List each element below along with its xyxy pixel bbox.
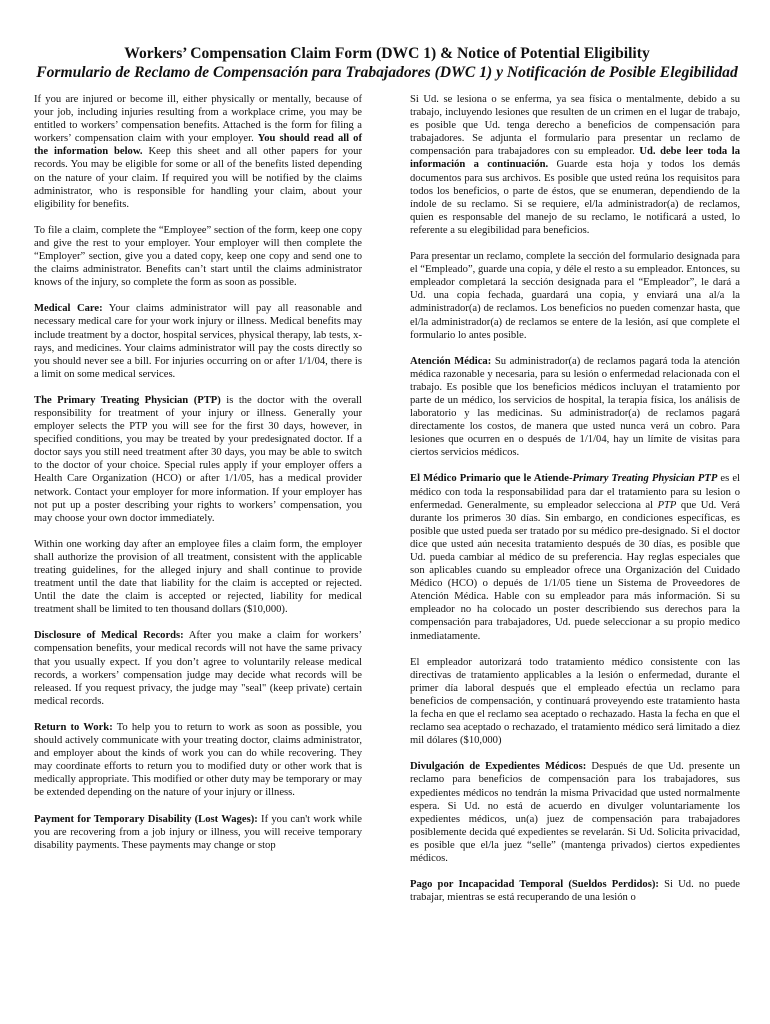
payment-label-en: Payment for Temporary Disability (Lost Wages): — [34, 813, 258, 825]
ptp-abbr-es: PTP — [657, 499, 677, 511]
return-work-paragraph-en — [34, 721, 362, 800]
disclosure-label-en: Disclosure of Medical Records: — [34, 630, 184, 642]
medical-care-label-es: Atención Médica: — [410, 355, 492, 367]
payment-label-es: Pago por Incapacidad Temporal (Sueldos Perdidos): — [410, 879, 659, 891]
title-spanish: Formulario de Reclamo de Compensación para Trabajadores (DWC 1) y Notificación de Posible Elegibilidad — [36, 64, 738, 81]
payment-paragraph-en — [34, 813, 362, 852]
ptp-label-es-plain: El Médico Primario que le Atiende- — [410, 473, 573, 485]
disclosure-paragraph-es — [410, 760, 740, 865]
ptp-text-en: is the doctor with the overall responsibility for treatment of your injury or illness. Generally your employer selects the PTP you will see for the first 30 days, however, in specified conditions, you may be treated by your predesignated doctor. If a doctor says you still need treatment after 30 days, you may be able to switch to the doctor of your choice. Special rules apply if your employer offers a Health Care Organization (HCO) or after 1/1/05, has a medical provider network. Contact your employer for more information. If your employer has not put up a poster describing your rights to workers’ compensation, you may choose your own doctor immediately. — [34, 394, 362, 524]
medical-care-label-en: Medical Care: — [34, 303, 103, 315]
disclosure-text-en: After you make a claim for workers’ compensation benefits, your medical records will not have the same privacy that you usually expect. If you don’t agree to voluntarily release medical records, a workers’ compensation judge may decide what records will be released. If you request privacy, the judge may "seal" (keep private) certain medical records. — [34, 630, 363, 707]
medical-care-paragraph-es — [410, 355, 740, 460]
ptp-text-es: es el médico con toda la responsabilidad para dar el tratamiento para su lesion o enfermedad. Generalmente, su empleador selecciona al — [410, 473, 740, 511]
intro-bold-en: You should read all of the information below. — [34, 133, 362, 158]
ptp-paragraph-es — [410, 472, 740, 642]
medical-care-text-es: Su administrador(a) de reclamos pagará toda la atención médica razonable y necesaria, para su lesión o enfermedad relacionada con el trabajo. Es posible que los beneficios médicos incluyan el tratamiento por parte de un médico, los servicios de hospital, la terapia física, los análisis de laboratorio y las medicinas. Su administrador(a) de reclamos pagará directamente los costos, de manera que usted nunca verá un cobro. Para lesiones que ocurren en o después de 1/1/04, hay un límite de visitas para ciertos servicios médicos. — [410, 355, 740, 459]
disclosure-paragraph-en — [34, 629, 362, 708]
disclosure-text-es: Después de que Ud. presente un reclamo para beneficios de compensación para los trabajadores, sus expedientes médicos no tendrán la misma Privacidad que usted normalmente espera. Si Ud. no está de acuerdo en divulger voluntariamente los expedientes médicos, un(a) juez de compensación para trabajadores posiblemente decida qué expedientes se revelarán. Si Ud. Solicita privacidad, es posible que el/la juez “selle” (mantenga privados) ciertos expedientes médicos. — [410, 761, 741, 864]
intro-text-es: Si Ud. se lesiona o se enferma, ya sea física o mentalmente, debido a su trabajo, incluyendo lesiones que resulten de un crimen en el lugar de trabajo, es posible que Ud. tenga derecho a beneficios de compensación para trabajadores. Se adjunta el formulario para presentar un reclamo de compensación para trabajadores con su empleador. — [410, 94, 740, 158]
medical-care-paragraph-en — [34, 302, 362, 381]
payment-paragraph-es — [410, 878, 740, 904]
one-day-paragraph-es: El empleador autorizará todo tratamiento médico consistente con las directivas de tratamiento applicables a la lesión o enfermedad, durante el primer día laboral después que el empleado efectúa un reclamo para beneficios de compensación, y continuará proveyendo este tratamiento hasta la fecha en que el reclamo sea aceptado o rechazado. Hasta la fecha en que el reclamo sea aceptado o rechazado, el tratamiento médico será limitado a diez mil dólares ($10,000) — [410, 656, 740, 747]
ptp-label-es — [410, 473, 717, 484]
two-column-body — [34, 93, 740, 917]
english-column — [34, 93, 362, 917]
file-claim-paragraph-en: To file a claim, complete the “Employee” section of the form, keep one copy and give the rest to your employer. Your employer will then complete the “Employer” section, give you a dated copy, keep one copy and send one to the claims administrator. Benefits can’t start until the claims administrator knows of the injury, so complete the form as soon as possible. — [34, 224, 362, 289]
medical-care-text-en: Your claims administrator will pay all reasonable and necessary medical care for your work injury or illness. Medical benefits may include treatment by a doctor, hospital services, physical therapy, lab tests, x-rays, and medicines. Your claims administrator will pay the costs directly so you should never see a bill. For injuries occurring on or after 1/1/04, there is a limit on some medical services. — [34, 303, 362, 380]
intro-text-en: If you are injured or become ill, either physically or mentally, because of your job, including injuries resulting from a workplace crime, you may be entitled to workers’ compensation benefits. Attached is the form for filing a workers’ compensation claim with your employer. — [34, 94, 362, 145]
title-english: Workers’ Compensation Claim Form (DWC 1) & Notice of Potential Eligibility — [124, 45, 650, 62]
disclosure-label-es: Divulgación de Expedientes Médicos: — [410, 761, 587, 773]
ptp-paragraph-en — [34, 394, 362, 525]
payment-text-en: If you can't work while you are recovering from a job injury or illness, you will receive temporary disability payments. These payments may change or stop — [34, 813, 362, 851]
intro-text-es-2: Guarde esta hoja y todos los demás documentos para sus archivos. Es posible que usted reúna los requisitos para todos los beneficios, o parte de éstos, que se enumeran, dependiendo de la índole de su reclamo. Si se requiere, el/la administrador(a) de reclamos, quien es responsable del manejo de su reclamo, le notificará a usted, lo referente a su elegibilidad para beneficios. — [410, 159, 740, 236]
one-day-paragraph-en: Within one working day after an employee files a claim form, the employer shall authorize the provision of all treatment, consistent with the applicable treating guidelines, for the alleged injury and shall continue to provide treatment until the date that liability for the claim is accepted or rejected. Until the date the claim is accepted or rejected, liability for medical treatment shall be limited to ten thousand dollars ($10,000). — [34, 538, 362, 616]
intro-text-en-2: Keep this sheet and all other papers for your records. You may be eligible for some or all of the benefits listed depending on the nature of your claim. If required you will be notified by the claims administrator, who is responsible for handling your claim, about your eligibility for benefits. — [34, 146, 362, 210]
intro-paragraph-es — [410, 93, 740, 237]
spanish-column — [410, 93, 740, 917]
file-claim-paragraph-es: Para presentar un reclamo, complete la sección del formulario designada para el “Empleado”, guarde una copia, y déle el resto a su empleador. Entonces, su empleador completará la sección designada para el “Empleador”, le dará a Ud. una copia fechada, guardará una copia, y enviará una al/a la administrador(a) de reclamos. Los beneficios no pueden comenzar hasta, que el/la administrador(a) de reclamos se entere de la lesión, así que complete el formulario lo antes posible. — [410, 251, 740, 341]
return-work-text-en: To help you to return to work as soon as possible, you should actively communicate with your treating doctor, claims administrator, and employer about the kinds of work you can do while recovering. They may coordinate efforts to return you to modified duty or other work that is medically appropriate. This modified or other duty may be temporary or may be extended depending on the nature of your injury or illness. — [34, 721, 362, 799]
payment-text-es: Si Ud. no puede trabajar, mientras se está recuperando de una lesión o — [410, 879, 740, 904]
ptp-text-es-2: que Ud. Verá durante los primeros 30 días. Sin embargo, en condiciones específicas, es posible que usted pueda ser tratado por su médico pre-designado. Si el doctor dice que usted aún necesita tratamiento después de 30 días, es posible que Ud. pueda cambiar al médico de su preferencia. Hay reglas especiales que son aplicables cuando su empleador ofrece una Organización del Cuidado Médico (HCO) o depués de 1/1/05 tiene un Sistema de Proveedores de Atención Médica. Hable con su empleador para más información. Si su empleador no ha colocado un poster describiendo sus derechos para la compensación para trabajadores, Ud. puede seleccionar a su propio medico inmediatamente. — [410, 499, 740, 642]
return-work-label-en: Return to Work: — [34, 721, 113, 733]
intro-paragraph-en — [34, 93, 362, 211]
ptp-label-en: The Primary Treating Physician (PTP) — [34, 394, 221, 406]
intro-bold-es: Ud. debe leer toda la información a continuación. — [410, 146, 741, 171]
ptp-label-es-italic: Primary Treating Physician PTP — [572, 473, 718, 485]
